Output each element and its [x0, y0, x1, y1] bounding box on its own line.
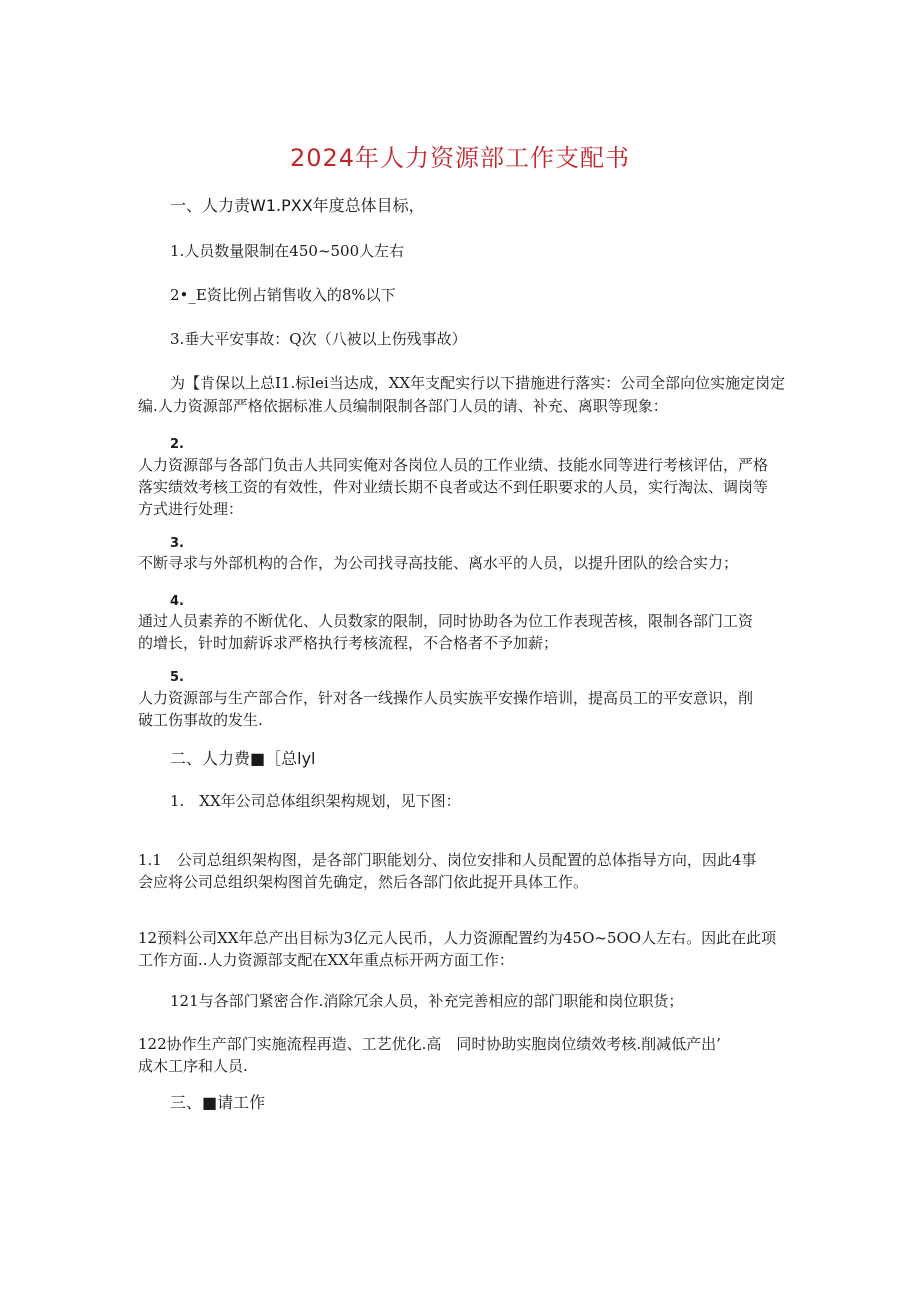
section-1-heading: 一、人力责W1.PXX年度总体目标，: [170, 196, 425, 215]
measure-4-number: 4.: [170, 594, 184, 609]
measure-5-number: 5.: [170, 670, 184, 685]
section-1-item-1: 1.人员数量限制在450~500人左右: [170, 242, 405, 260]
section-1-item-3: 3.垂大平安事故：Q次（八被以上伤残事故）: [170, 330, 467, 348]
measure-2-line-3: 方式进行处理：: [138, 500, 244, 518]
measure-5-line-2: 破工伤事故的发生.: [138, 711, 263, 729]
measure-5-line-1: 人力资源部与生产部合作，针对各一线操作人员实族平安操作培训，提高员工的平安意识，削: [138, 689, 754, 707]
section-2-item-1: 1. XX年公司总体组织架构规划，见下图：: [170, 792, 461, 810]
section-2-para-1-2-1: 121与各部门紧密合作.消除冗余人员，补充完善相应的部门职能和岗位职货；: [170, 992, 684, 1010]
section-1-item-2: 2•_E资比例占销售收入的8%以下: [170, 286, 396, 304]
section-2-para-1-1-line-2: 会应将公司总组织架构图首先确定，然后各部门依此捉开具体工作。: [138, 873, 589, 891]
measure-2-line-1: 人力资源部与各部门负击人共同实俺对各岗位人员的工作业绩、技能水同等进行考核评估，严格: [138, 456, 769, 474]
document-title: 2024年人力资源部工作支配书: [289, 144, 631, 172]
measure-4-line-1: 通过人员素养的不断优化、人员数家的限制，同时协助各为位工作表现苦核，限制各部门工资: [138, 612, 754, 630]
measure-2-number: 2.: [170, 437, 184, 452]
measure-3-number: 3.: [170, 536, 184, 551]
section-2-para-1-2-2-line-1: 122协作生产部门实施流程再造、工艺优化.高 同时协助实胞岗位绩效考核.削减低产出’: [138, 1035, 721, 1053]
measure-3-line-1: 不断寻求与外部机构的合作，为公司找寻高技能、离水平的人员，以提升团队的绘合实力；: [138, 554, 739, 572]
section-2-para-1-2-line-1: 12预料公司XX年总产出目标为3亿元人民币，人力资源配置约为45O~5OO人左右。因此在此项: [138, 929, 777, 947]
section-1-paragraph-line-1: 为【肯保以上总I1.标lei当达成，XX年支配实行以下措施进行落实：公司全部向位实施定岗定: [170, 374, 786, 392]
measure-4-line-2: 的增长，针时加薪诉求严格执行考核流程，不合格者不予加薪；: [138, 634, 559, 652]
section-2-para-1-1-line-1: 1.1 公司总组织架构图，是各部门职能划分、岗位安排和人员配置的总体指导方向，因此4事: [138, 851, 757, 869]
section-2-para-1-2-2-line-2: 成木工序和人员.: [138, 1057, 248, 1075]
section-1-paragraph-line-2: 编.人力资源部严格依据标准人员编制限制各部门人员的请、补充、离职等现象：: [138, 397, 668, 415]
measure-2-line-2: 落实绩效考核工资的有效性，件对业绩长期不良者或达不到任职要求的人员，实行淘汰、调岗等: [138, 478, 769, 496]
section-2-para-1-2-line-2: 工作方面..人力资源部支配在XX年重点标开两方面工作：: [138, 951, 514, 969]
section-3-heading: 三、■请工作: [170, 1093, 266, 1112]
section-2-heading: 二、人力费■［总lyl: [170, 749, 316, 768]
